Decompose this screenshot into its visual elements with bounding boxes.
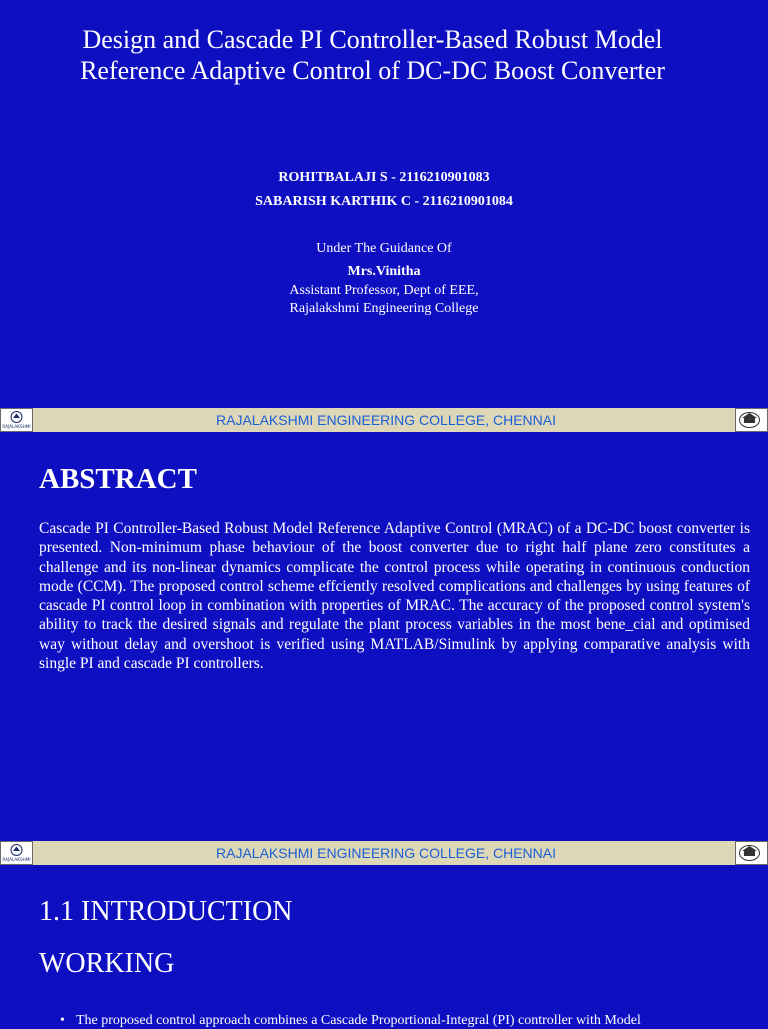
list-item (60, 1013, 750, 1029)
author-2: SABARISH KARTHIK C - 2116210901084 (255, 194, 513, 209)
college-logo-icon (0, 408, 33, 432)
guide-college: Rajalakshmi Engineering College (289, 301, 479, 316)
svg-text:RAJALAKSHMI: RAJALAKSHMI (2, 424, 31, 429)
banner-text: RAJALAKSHMI ENGINEERING COLLEGE, CHENNAI (216, 845, 556, 861)
author-1: ROHITBALAJI S - 2116210901083 (278, 170, 490, 185)
college-banner (0, 841, 768, 865)
banner-text: RAJALAKSHMI ENGINEERING COLLEGE, CHENNAI (216, 412, 556, 428)
slide-title: Design and Cascade PI Controller-Based Robust Model Reference Adaptive Control of DC-DC Boost Converter (80, 25, 665, 85)
bullet-text: The proposed control approach combines a Cascade Proportional-Integral (PI) controller with Model (76, 1013, 641, 1028)
svg-text:RAJALAKSHMI: RAJALAKSHMI (2, 857, 31, 862)
bullet-icon: • (60, 1013, 65, 1028)
university-logo-icon (735, 841, 768, 865)
abstract-heading: ABSTRACT (39, 463, 197, 495)
guide-name: Mrs.Vinitha (347, 264, 421, 279)
guide-role: Assistant Professor, Dept of EEE, (289, 283, 479, 298)
university-logo-icon (735, 408, 768, 432)
guidance-label: Under The Guidance Of (316, 241, 452, 256)
introduction-heading: 1.1 INTRODUCTION (39, 896, 293, 927)
working-heading: WORKING (39, 948, 175, 979)
college-banner (0, 408, 768, 432)
abstract-body: Cascade PI Controller-Based Robust Model Reference Adaptive Control (MRAC) of a DC-DC boost converter is presented. Non-minimum phase behaviour of the boost converter due to right half plane zero constitutes a challenge and its non-linear dynamics complicate the control process while operating in continuous conduction mode (CCM). The proposed control scheme effciently resolved complications and challenges by using features of cascade PI control loop in combination with properties of MRAC. The accuracy of the proposed control system's ability to track the desired signals and regulate the plant process variables in the most bene_cial and optimised way without delay and overshoot is verified using MATLAB/Simulink by applying comparative analysis with single PI and cascade PI controllers. (39, 520, 750, 673)
college-logo-icon (0, 841, 33, 865)
